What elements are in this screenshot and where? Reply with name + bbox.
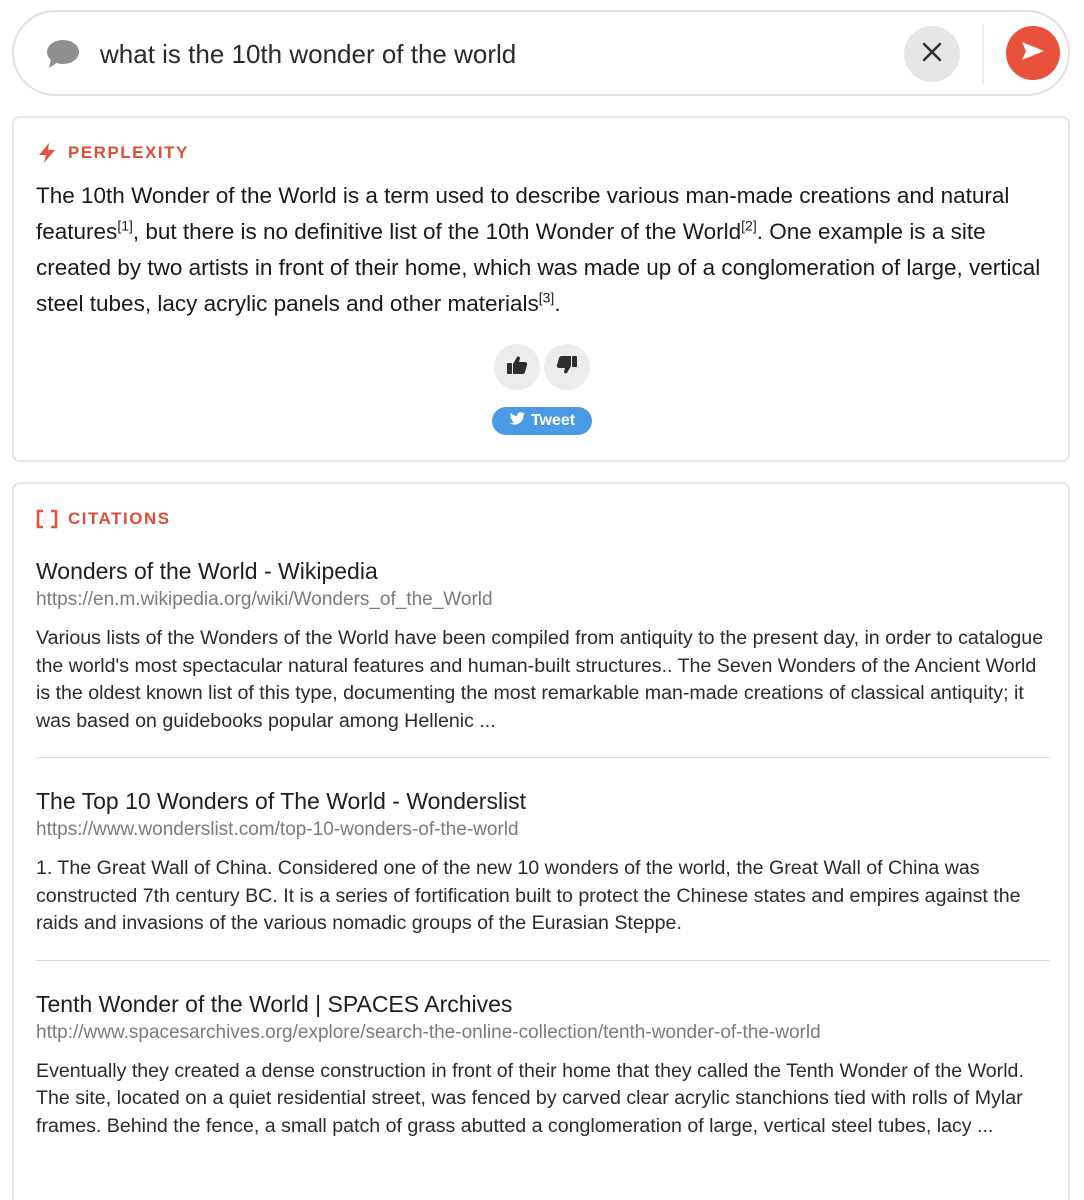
answer-header	[36, 142, 189, 164]
thumbs-down-icon	[556, 355, 578, 380]
citation-snippet: Eventually they created a dense construction in front of their home that they called the Tenth Wonder of the World. The site, located on a quiet residential street, was fenced by carved clear acrylic stanchions tied with rolls of Mylar frames. Behind the fence, a small patch of grass abutted a conglomeration of large, vertical steel tubes, lacy ...	[36, 1059, 1024, 1137]
feedback-group	[494, 344, 590, 390]
lightning-bolt-icon	[36, 142, 58, 164]
answer-card	[12, 116, 1070, 462]
divider	[982, 24, 984, 84]
tweet-button[interactable]	[492, 407, 592, 435]
answer-text-segment: .	[554, 291, 561, 316]
citation-title[interactable]: The Top 10 Wonders of The World - Wonderslist	[36, 788, 527, 814]
send-arrow-icon	[1020, 40, 1046, 67]
citation-snippet: Various lists of the Wonders of the World have been compiled from antiquity to the present day, in order to catalogue the world's most spectacular natural features and human-built structures.. The Seven Wonders of the Ancient World is the oldest known list of this type, documenting the most remarkable man-made creations of classical antiquity; it was based on guidebooks popular among Hellenic ...	[36, 627, 1044, 732]
citation-title[interactable]: Wonders of the World - Wikipedia	[36, 558, 378, 584]
citation-item	[36, 556, 1050, 758]
search-bar[interactable]	[12, 10, 1070, 96]
citation-snippet: 1. The Great Wall of China. Considered one of the new 10 wonders of the world, the Great Wall of China was constructed 7th century BC. It is a series of fortification built to protect the Chinese states and empires against the raids and invasions of the various nomadic groups of the Eurasian Steppe.	[36, 857, 1021, 934]
citation-url[interactable]: https://www.wonderslist.com/top-10-wonders-of-the-world	[36, 819, 519, 840]
citation-url[interactable]: https://en.m.wikipedia.org/wiki/Wonders_of_the_World	[36, 589, 493, 610]
citation-ref-3[interactable]: [3]	[538, 289, 555, 306]
citations-card	[12, 482, 1070, 1200]
tweet-label: Tweet	[530, 412, 576, 429]
citation-item	[36, 989, 1050, 1163]
citation-title[interactable]: Tenth Wonder of the World | SPACES Archives	[36, 990, 513, 1017]
search-input[interactable]: what is the 10th wonder of the world	[100, 39, 517, 69]
citation-list	[36, 556, 1050, 1190]
citation-ref-2[interactable]: [2]	[741, 217, 757, 234]
brackets-icon	[36, 508, 58, 530]
send-button[interactable]	[1006, 26, 1060, 80]
thumbs-up-button[interactable]	[494, 344, 540, 390]
answer-text-segment: . One example is a site created by two artists in front of their home, which was made up of a conglomeration of large, vertical steel tubes, lacy acrylic panels and other materials	[36, 219, 1041, 316]
clear-button[interactable]	[904, 26, 960, 82]
thumbs-down-button[interactable]	[544, 344, 590, 390]
answer-text-segment: , but there is no definitive list of the 10th Wonder of the World	[132, 219, 742, 244]
citation-url[interactable]: http://www.spacesarchives.org/explore/search-the-online-collection/tenth-wonder-of-the-world	[36, 1021, 821, 1043]
answer-text	[36, 178, 1050, 322]
answer-text-segment: The 10th Wonder of the World is a term used to describe various man-made creations and natural features	[36, 183, 1010, 244]
citation-ref-1[interactable]: [1]	[117, 217, 133, 234]
twitter-bird-icon	[509, 412, 526, 431]
answer-label: PERPLEXITY	[68, 143, 189, 162]
thumbs-up-icon	[506, 355, 528, 380]
citations-header	[36, 508, 171, 530]
citations-label: CITATIONS	[68, 509, 171, 528]
citation-item	[36, 786, 1050, 961]
close-icon	[921, 41, 943, 68]
chat-bubble-icon	[46, 39, 80, 69]
